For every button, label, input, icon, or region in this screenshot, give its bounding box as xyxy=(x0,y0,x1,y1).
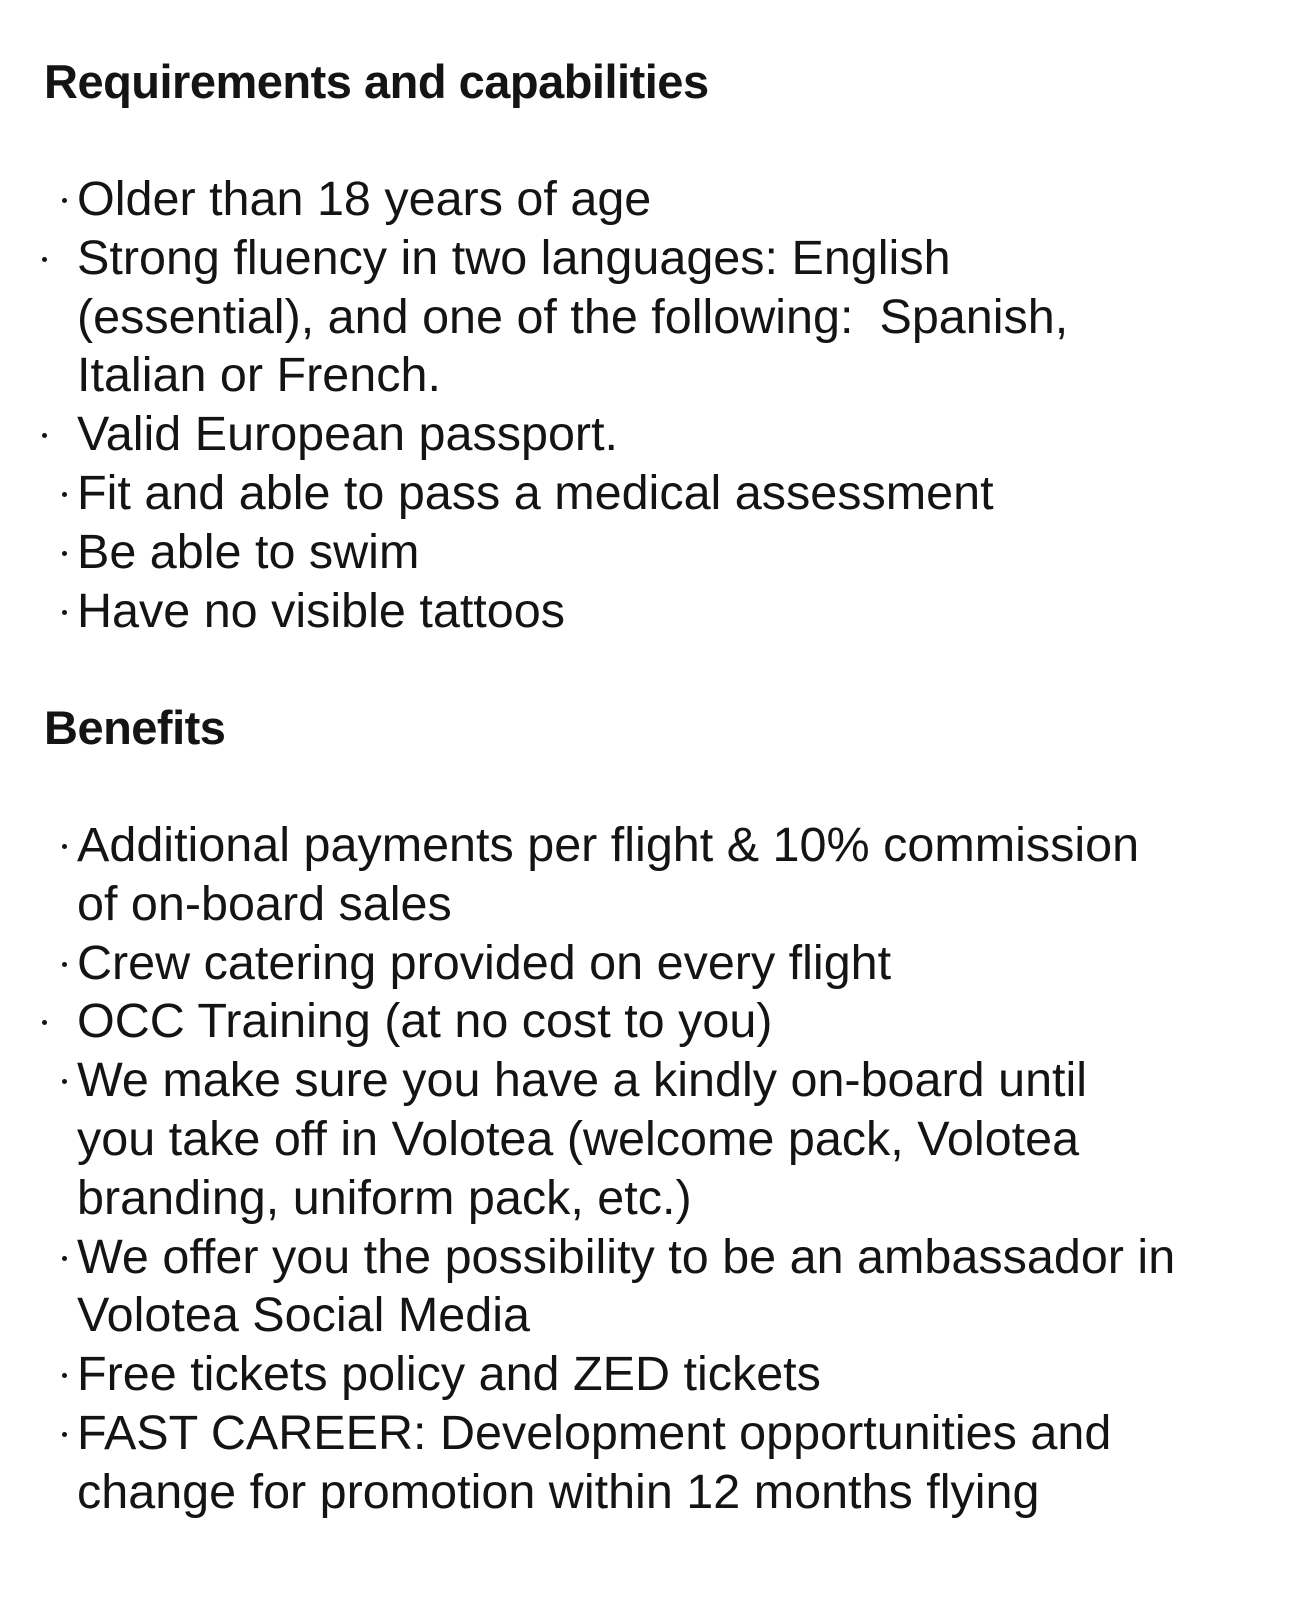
bullet-icon xyxy=(42,257,47,262)
list-item xyxy=(0,582,1300,641)
benefits-list xyxy=(0,816,1300,1522)
list-item-text: We offer you the possibility to be an ambassador in Volotea Social Media xyxy=(77,1229,1176,1343)
bullet-icon xyxy=(62,844,67,849)
requirements-list xyxy=(0,170,1300,640)
bullet-icon xyxy=(62,492,67,497)
list-item xyxy=(0,170,1300,229)
bullet-icon xyxy=(62,610,67,615)
bullet-icon xyxy=(62,1432,67,1437)
list-item xyxy=(0,1345,1300,1404)
bullet-icon xyxy=(42,433,47,438)
list-item-text: Strong fluency in two languages: English (essential), and one of the following: xyxy=(77,230,951,344)
requirements-heading: Requirements and capabilities xyxy=(44,55,709,108)
list-item xyxy=(0,1051,1137,1227)
list-item-text: Free tickets policy and ZED tickets xyxy=(77,1347,821,1402)
bullet-icon xyxy=(62,1373,67,1378)
bullet-icon xyxy=(62,1256,67,1261)
list-item-text: We make sure you have a kindly on-board until you take off in Volotea (welcome pack, Volotea branding, uniform pack, etc.) xyxy=(77,1053,1088,1225)
list-item-text: Fit and able to pass a medical assessment xyxy=(77,465,994,520)
list-item-text: Have no visible tattoos xyxy=(77,583,565,638)
list-item xyxy=(0,1228,1237,1346)
benefits-heading: Benefits xyxy=(44,701,226,754)
list-item xyxy=(0,405,1300,464)
bullet-icon xyxy=(42,1020,47,1025)
bullet-icon xyxy=(62,198,67,203)
list-item xyxy=(0,1404,1137,1522)
list-item-text: FAST CAREER: Development opportunities and change for promotion within 12 months flying xyxy=(77,1405,1112,1519)
list-item-text: Valid European passport. xyxy=(77,407,619,462)
list-item xyxy=(0,934,1300,993)
list-item-text: Additional payments per flight & 10% commission of on-board sales xyxy=(77,818,1140,931)
list-item-text: Older than 18 years of age xyxy=(77,172,652,226)
bullet-icon xyxy=(62,551,67,556)
list-item xyxy=(0,816,1187,934)
list-item-text: Crew catering provided on every flight xyxy=(77,935,892,990)
list-item-text: OCC Training (at no cost to you) xyxy=(77,994,773,1049)
list-item xyxy=(0,464,1300,523)
list-item xyxy=(0,992,1300,1051)
list-item-text-suffix: Spanish, Italian or French. xyxy=(77,289,1069,403)
list-item xyxy=(0,229,1127,405)
list-item xyxy=(0,523,1300,582)
list-item-text: Be able to swim xyxy=(77,524,420,579)
bullet-icon xyxy=(62,962,67,967)
bullet-icon xyxy=(62,1079,67,1084)
